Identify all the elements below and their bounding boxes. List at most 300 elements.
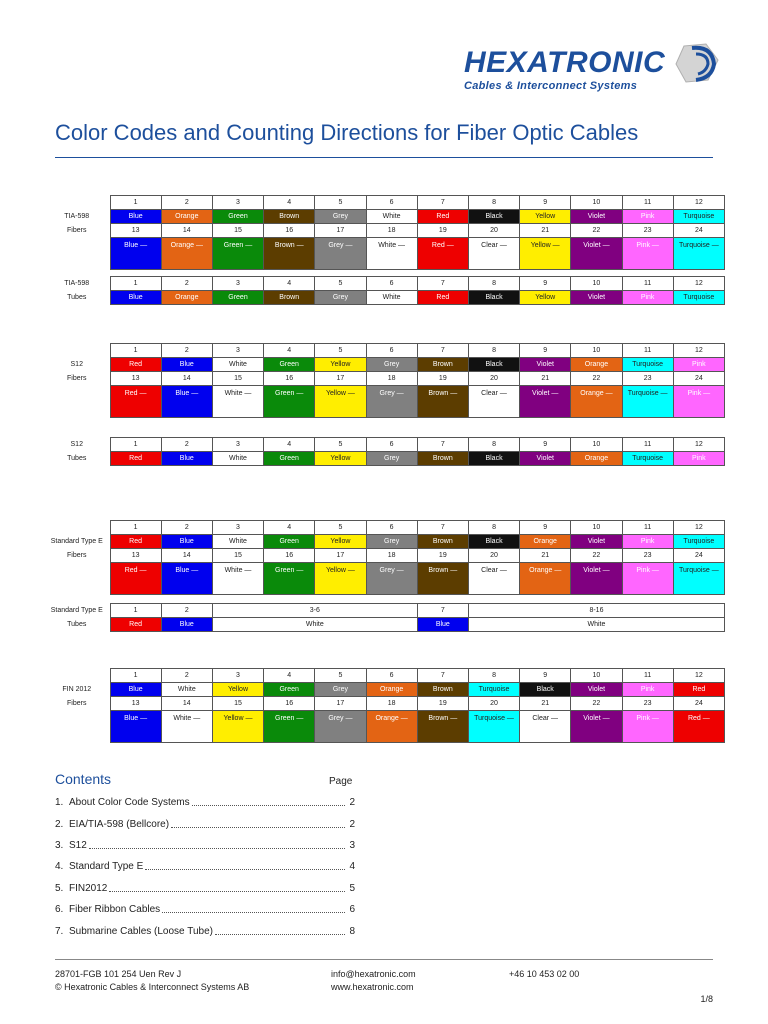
group-label: S12 <box>70 441 83 448</box>
color-swatch-cell: Green <box>212 291 263 305</box>
fiber-number-cell: 9 <box>520 344 571 358</box>
color-swatch-cell: Grey <box>315 210 366 224</box>
group-label: TIA-598 <box>64 213 90 220</box>
color-swatch-cell: Red <box>110 452 161 466</box>
toc-page-number: 2 <box>349 818 355 830</box>
fiber-number-cell: 22 <box>571 549 622 563</box>
color-swatch-cell: Grey <box>366 535 417 549</box>
group-label: TIA-598 <box>64 280 90 287</box>
fiber-number-cell: 15 <box>212 372 263 386</box>
color-swatch-cell: Yellow — <box>212 711 263 743</box>
color-swatch-cell: Blue <box>161 535 212 549</box>
toc-item[interactable] <box>55 856 355 877</box>
fiber-number-cell: 1 <box>110 277 161 291</box>
color-swatch-cell: Violet — <box>571 711 622 743</box>
color-swatch-cell: Blue <box>161 358 212 372</box>
color-swatch-cell: Violet <box>520 358 571 372</box>
fiber-number-cell: 14 <box>161 224 212 238</box>
fiber-number-cell: 8 <box>468 669 519 683</box>
group-label <box>44 711 110 743</box>
fiber-number-cell: 8 <box>468 521 519 535</box>
fiber-number-cell: 2 <box>161 277 212 291</box>
color-swatch-cell: Yellow <box>315 358 366 372</box>
color-swatch-cell: Brown <box>417 535 468 549</box>
fiber-number-cell: 9 <box>520 438 571 452</box>
toc-number: 3. <box>55 839 64 851</box>
group-label: Tubes <box>67 455 87 462</box>
fiber-number-cell: 11 <box>622 438 673 452</box>
toc-number: 4. <box>55 861 64 873</box>
fiber-number-cell: 21 <box>520 697 571 711</box>
fiber-number-cell: 6 <box>366 669 417 683</box>
tia598-tubes-table <box>44 276 725 305</box>
toc-item[interactable] <box>55 899 355 920</box>
group-label: Fibers <box>67 552 87 559</box>
color-swatch-cell: Pink <box>673 452 724 466</box>
color-swatch-cell: Turquoise <box>673 291 724 305</box>
group-label <box>44 196 110 210</box>
toc-title: Standard Type E <box>69 861 144 873</box>
color-swatch-cell: Clear — <box>520 711 571 743</box>
color-swatch-cell: Pink — <box>622 238 673 270</box>
fiber-number-cell: 8-16 <box>468 604 724 618</box>
group-label: Standard Type E <box>50 607 103 614</box>
typee-tubes-table <box>44 603 725 632</box>
color-swatch-cell: Orange <box>366 683 417 697</box>
color-swatch-cell: Blue — <box>161 386 212 418</box>
toc-number: 5. <box>55 882 64 894</box>
fiber-number-cell: 23 <box>622 372 673 386</box>
footer-divider <box>55 959 713 960</box>
color-swatch-cell: Black <box>468 210 519 224</box>
color-swatch-cell: White <box>212 452 263 466</box>
fiber-number-cell: 19 <box>417 549 468 563</box>
contact-phone: +46 10 453 02 00 <box>509 969 580 979</box>
color-swatch-cell: Blue — <box>161 563 212 595</box>
color-swatch-cell: Red <box>110 358 161 372</box>
fiber-number-cell: 3-6 <box>212 604 417 618</box>
toc-title: Fiber Ribbon Cables <box>69 904 161 916</box>
color-row <box>44 386 725 418</box>
color-swatch-cell: Green — <box>264 386 315 418</box>
fiber-number-cell: 8 <box>468 196 519 210</box>
contact-email[interactable]: info@hexatronic.com <box>331 969 416 979</box>
hexagon-logo-icon <box>672 42 722 86</box>
color-swatch-cell: Yellow <box>212 683 263 697</box>
page-title: Color Codes and Counting Directions for Fiber Optic Cables <box>55 120 639 145</box>
color-swatch-cell: Blue <box>110 291 161 305</box>
color-swatch-cell: Orange <box>571 452 622 466</box>
color-swatch-cell: Violet — <box>571 563 622 595</box>
fiber-number-cell: 17 <box>315 372 366 386</box>
color-row <box>44 563 725 595</box>
color-swatch-cell: Yellow <box>520 210 571 224</box>
copyright-notice: © Hexatronic Cables & Interconnect Systems AB <box>55 982 250 992</box>
color-swatch-cell: Green — <box>264 711 315 743</box>
fiber-number-cell: 3 <box>212 277 263 291</box>
logo-tagline: Cables & Interconnect Systems <box>464 80 638 92</box>
color-swatch-cell: Turquoise <box>673 210 724 224</box>
color-swatch-cell: Red — <box>110 386 161 418</box>
toc-page-number: 3 <box>349 839 355 851</box>
toc-title: S12 <box>69 839 87 851</box>
toc-item[interactable] <box>55 813 355 834</box>
color-swatch-cell: Grey <box>366 358 417 372</box>
fiber-number-cell: 4 <box>264 196 315 210</box>
fiber-number-cell: 22 <box>571 372 622 386</box>
color-row <box>44 358 725 372</box>
fiber-number-cell: 24 <box>673 549 724 563</box>
color-swatch-cell: Grey <box>315 683 366 697</box>
toc-leader-dots <box>215 934 345 935</box>
fiber-number-cell: 15 <box>212 224 263 238</box>
group-label: Standard Type E <box>50 538 103 545</box>
color-swatch-cell: White <box>468 618 724 632</box>
fiber-number-cell: 24 <box>673 372 724 386</box>
color-swatch-cell: Yellow — <box>315 563 366 595</box>
color-swatch-cell: Violet — <box>520 386 571 418</box>
color-swatch-cell: Red <box>673 683 724 697</box>
fiber-number-cell: 7 <box>417 277 468 291</box>
fiber-number-cell: 2 <box>161 344 212 358</box>
color-swatch-cell: Clear — <box>468 238 519 270</box>
color-swatch-cell: Grey — <box>315 711 366 743</box>
fiber-number-cell: 13 <box>110 372 161 386</box>
toc-page-number: 5 <box>349 882 355 894</box>
fiber-number-cell: 21 <box>520 549 571 563</box>
toc-page-number: 4 <box>349 861 355 873</box>
fiber-number-cell: 12 <box>673 277 724 291</box>
fiber-number-cell: 8 <box>468 277 519 291</box>
table-of-contents <box>55 792 355 942</box>
toc-number: 6. <box>55 904 64 916</box>
fiber-number-cell: 20 <box>468 549 519 563</box>
color-swatch-cell: Orange — <box>366 711 417 743</box>
fiber-number-cell: 9 <box>520 196 571 210</box>
color-row <box>44 618 725 632</box>
fiber-number-cell: 6 <box>366 438 417 452</box>
number-row <box>44 196 725 210</box>
fiber-number-cell: 9 <box>520 521 571 535</box>
company-logo <box>462 42 722 102</box>
group-label: Fibers <box>67 227 87 234</box>
number-row <box>44 521 725 535</box>
fiber-number-cell: 2 <box>161 521 212 535</box>
color-swatch-cell: Grey — <box>366 563 417 595</box>
fiber-number-cell: 16 <box>264 372 315 386</box>
color-swatch-cell: Turquoise <box>468 683 519 697</box>
fiber-number-cell: 14 <box>161 372 212 386</box>
toc-number: 1. <box>55 797 64 809</box>
fiber-number-cell: 5 <box>315 521 366 535</box>
color-swatch-cell: Brown — <box>417 711 468 743</box>
toc-page-number: 8 <box>349 925 355 937</box>
group-label: FIN 2012 <box>62 686 92 693</box>
color-swatch-cell: Green <box>264 535 315 549</box>
fiber-number-cell: 13 <box>110 549 161 563</box>
color-swatch-cell: White <box>212 358 263 372</box>
toc-item[interactable] <box>55 792 355 813</box>
color-swatch-cell: Turquoise — <box>468 711 519 743</box>
color-swatch-cell: Orange — <box>161 238 212 270</box>
color-swatch-cell: Green <box>212 210 263 224</box>
toc-leader-dots <box>192 805 345 806</box>
fiber-number-cell: 11 <box>622 277 673 291</box>
group-label <box>44 563 110 595</box>
number-row <box>44 224 725 238</box>
color-row <box>44 238 725 270</box>
color-swatch-cell: Blue — <box>110 711 161 743</box>
color-swatch-cell: Violet <box>571 291 622 305</box>
color-swatch-cell: Brown <box>264 291 315 305</box>
group-label <box>44 669 110 683</box>
color-swatch-cell: Orange <box>571 358 622 372</box>
toc-title: Submarine Cables (Loose Tube) <box>69 925 213 937</box>
color-swatch-cell: Red — <box>417 238 468 270</box>
fiber-number-cell: 22 <box>571 224 622 238</box>
color-row <box>44 452 725 466</box>
color-swatch-cell: Brown — <box>264 238 315 270</box>
fiber-number-cell: 11 <box>622 669 673 683</box>
color-swatch-cell: Brown <box>417 358 468 372</box>
color-swatch-cell: Red <box>110 535 161 549</box>
color-swatch-cell: Orange <box>161 291 212 305</box>
group-label: Tubes <box>67 621 87 628</box>
color-swatch-cell: Blue <box>417 618 468 632</box>
color-swatch-cell: Black <box>520 683 571 697</box>
logo-wordmark: HEXATRONIC <box>464 46 666 79</box>
fiber-number-cell: 11 <box>622 344 673 358</box>
color-swatch-cell: Blue <box>110 210 161 224</box>
toc-item[interactable] <box>55 835 355 856</box>
fin2012-fibers-table <box>44 668 725 743</box>
website-link[interactable]: www.hexatronic.com <box>331 982 414 992</box>
number-row <box>44 438 725 452</box>
color-swatch-cell: White <box>212 618 417 632</box>
color-swatch-cell: Clear — <box>468 386 519 418</box>
color-swatch-cell: Yellow <box>520 291 571 305</box>
fiber-number-cell: 18 <box>366 372 417 386</box>
fiber-number-cell: 6 <box>366 196 417 210</box>
tia598-fibers-table <box>44 195 725 270</box>
fiber-number-cell: 7 <box>417 669 468 683</box>
fiber-number-cell: 5 <box>315 438 366 452</box>
color-swatch-cell: Brown — <box>417 563 468 595</box>
fiber-number-cell: 10 <box>571 196 622 210</box>
fiber-number-cell: 1 <box>110 438 161 452</box>
color-swatch-cell: White <box>161 683 212 697</box>
color-swatch-cell: Orange <box>161 210 212 224</box>
s12-fibers-table <box>44 343 725 418</box>
color-swatch-cell: Brown — <box>417 386 468 418</box>
color-swatch-cell: Turquoise <box>673 535 724 549</box>
fiber-number-cell: 20 <box>468 697 519 711</box>
color-swatch-cell: Pink <box>622 535 673 549</box>
color-swatch-cell: Yellow — <box>520 238 571 270</box>
fiber-number-cell: 3 <box>212 438 263 452</box>
number-row <box>44 344 725 358</box>
fiber-number-cell: 15 <box>212 697 263 711</box>
toc-number: 7. <box>55 925 64 937</box>
fiber-number-cell: 1 <box>110 604 161 618</box>
fiber-number-cell: 4 <box>264 669 315 683</box>
fiber-number-cell: 7 <box>417 196 468 210</box>
color-swatch-cell: Orange <box>520 535 571 549</box>
fiber-number-cell: 14 <box>161 697 212 711</box>
color-swatch-cell: Clear — <box>468 563 519 595</box>
color-swatch-cell: White — <box>161 711 212 743</box>
number-row <box>44 604 725 618</box>
fiber-number-cell: 10 <box>571 438 622 452</box>
group-label: S12 <box>70 361 83 368</box>
contents-heading: Contents <box>55 771 112 787</box>
color-swatch-cell: Turquoise <box>622 358 673 372</box>
fiber-number-cell: 24 <box>673 224 724 238</box>
fiber-number-cell: 23 <box>622 549 673 563</box>
color-swatch-cell: Grey — <box>366 386 417 418</box>
title-divider <box>55 157 713 158</box>
color-swatch-cell: Pink <box>622 210 673 224</box>
group-label <box>44 344 110 358</box>
color-swatch-cell: Red — <box>110 563 161 595</box>
fiber-number-cell: 5 <box>315 344 366 358</box>
toc-page-number: 6 <box>349 904 355 916</box>
fiber-number-cell: 11 <box>622 521 673 535</box>
color-swatch-cell: Grey — <box>315 238 366 270</box>
toc-number: 2. <box>55 818 64 830</box>
fiber-number-cell: 5 <box>315 196 366 210</box>
fiber-number-cell: 20 <box>468 372 519 386</box>
color-swatch-cell: Green <box>264 683 315 697</box>
fiber-number-cell: 7 <box>417 604 468 618</box>
fiber-number-cell: 17 <box>315 697 366 711</box>
fiber-number-cell: 1 <box>110 669 161 683</box>
group-label: Fibers <box>67 375 87 382</box>
fiber-number-cell: 13 <box>110 697 161 711</box>
fiber-number-cell: 12 <box>673 438 724 452</box>
toc-leader-dots <box>89 848 345 849</box>
fiber-number-cell: 21 <box>520 224 571 238</box>
fiber-number-cell: 7 <box>417 438 468 452</box>
color-swatch-cell: Black <box>468 291 519 305</box>
fiber-number-cell: 4 <box>264 277 315 291</box>
color-swatch-cell: Violet <box>571 535 622 549</box>
color-swatch-cell: Black <box>468 452 519 466</box>
color-swatch-cell: Blue <box>110 683 161 697</box>
color-swatch-cell: Turquoise — <box>673 563 724 595</box>
fiber-number-cell: 7 <box>417 521 468 535</box>
color-swatch-cell: Grey <box>366 452 417 466</box>
color-row <box>44 711 725 743</box>
fiber-number-cell: 9 <box>520 277 571 291</box>
fiber-number-cell: 3 <box>212 669 263 683</box>
fiber-number-cell: 19 <box>417 372 468 386</box>
color-swatch-cell: Brown <box>264 210 315 224</box>
fiber-number-cell: 19 <box>417 697 468 711</box>
color-swatch-cell: Pink <box>622 683 673 697</box>
fiber-number-cell: 23 <box>622 697 673 711</box>
color-swatch-cell: Yellow <box>315 452 366 466</box>
color-swatch-cell: Violet <box>571 210 622 224</box>
group-label <box>44 238 110 270</box>
color-swatch-cell: Turquoise <box>622 452 673 466</box>
number-row <box>44 372 725 386</box>
fiber-number-cell: 2 <box>161 669 212 683</box>
color-swatch-cell: Red <box>110 618 161 632</box>
toc-title: FIN2012 <box>69 882 108 894</box>
color-row <box>44 535 725 549</box>
fiber-number-cell: 9 <box>520 669 571 683</box>
toc-item[interactable] <box>55 920 355 941</box>
color-swatch-cell: Red <box>417 210 468 224</box>
color-swatch-cell: White — <box>366 238 417 270</box>
color-swatch-cell: Violet <box>571 683 622 697</box>
color-swatch-cell: Green — <box>264 563 315 595</box>
fiber-number-cell: 18 <box>366 549 417 563</box>
color-row <box>44 683 725 697</box>
group-label <box>44 521 110 535</box>
color-swatch-cell: Grey <box>315 291 366 305</box>
fiber-number-cell: 3 <box>212 196 263 210</box>
fiber-number-cell: 6 <box>366 521 417 535</box>
fiber-number-cell: 11 <box>622 196 673 210</box>
fiber-number-cell: 5 <box>315 669 366 683</box>
color-swatch-cell: Turquoise — <box>673 238 724 270</box>
color-swatch-cell: Green <box>264 358 315 372</box>
s12-tubes-table <box>44 437 725 466</box>
toc-leader-dots <box>109 891 345 892</box>
fiber-number-cell: 7 <box>417 344 468 358</box>
color-swatch-cell: White <box>366 291 417 305</box>
color-swatch-cell: Orange — <box>520 563 571 595</box>
fiber-number-cell: 10 <box>571 521 622 535</box>
number-row <box>44 669 725 683</box>
fiber-number-cell: 18 <box>366 224 417 238</box>
fiber-number-cell: 24 <box>673 697 724 711</box>
fiber-number-cell: 16 <box>264 224 315 238</box>
fiber-number-cell: 3 <box>212 521 263 535</box>
fiber-number-cell: 1 <box>110 521 161 535</box>
fiber-number-cell: 16 <box>264 697 315 711</box>
group-label <box>44 386 110 418</box>
color-swatch-cell: Red <box>417 291 468 305</box>
fiber-number-cell: 13 <box>110 224 161 238</box>
color-row <box>44 210 725 224</box>
color-swatch-cell: Pink <box>622 291 673 305</box>
fiber-number-cell: 20 <box>468 224 519 238</box>
fiber-number-cell: 3 <box>212 344 263 358</box>
group-label: Tubes <box>67 294 87 301</box>
fiber-number-cell: 17 <box>315 224 366 238</box>
color-row <box>44 291 725 305</box>
fiber-number-cell: 6 <box>366 344 417 358</box>
fiber-number-cell: 4 <box>264 521 315 535</box>
color-swatch-cell: White — <box>212 563 263 595</box>
color-swatch-cell: Pink — <box>622 563 673 595</box>
color-swatch-cell: Yellow — <box>315 386 366 418</box>
toc-item[interactable] <box>55 878 355 899</box>
fiber-number-cell: 5 <box>315 277 366 291</box>
fiber-number-cell: 10 <box>571 669 622 683</box>
group-label: Fibers <box>67 700 87 707</box>
color-swatch-cell: Red — <box>673 711 724 743</box>
toc-leader-dots <box>145 869 345 870</box>
toc-page-number: 2 <box>349 797 355 809</box>
fiber-number-cell: 16 <box>264 549 315 563</box>
fiber-number-cell: 4 <box>264 438 315 452</box>
page-number: 1/8 <box>700 994 713 1004</box>
number-row <box>44 697 725 711</box>
